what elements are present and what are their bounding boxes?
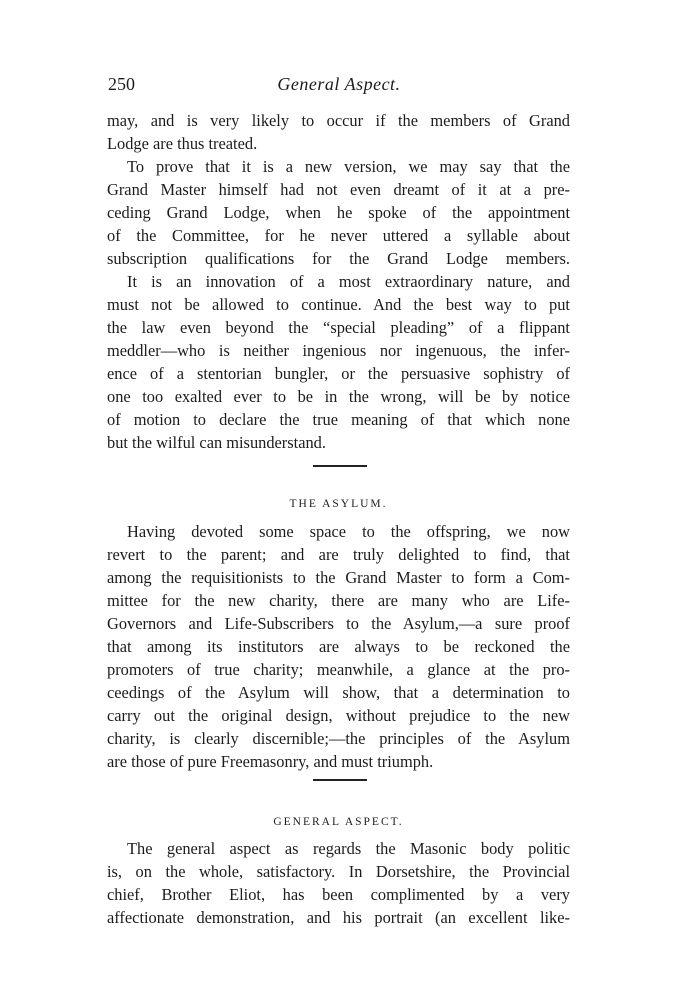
text-line: among the requisitionists to the Grand Master to form a Com-: [107, 568, 570, 587]
text-line: the law even beyond the “special pleading” of a flippant: [107, 318, 570, 337]
paragraph-block-asylum: [107, 520, 570, 773]
text-line: The general aspect as regards the Masonic body politic: [127, 839, 570, 858]
text-line: ceding Grand Lodge, when he spoke of the appointment: [107, 203, 570, 222]
paragraph-block-1: [107, 109, 570, 454]
page-number: 250: [108, 74, 135, 94]
text-line: promoters of true charity; meanwhile, a glance at the pro-: [107, 660, 570, 679]
text-line: Lodge are thus treated.: [107, 134, 258, 153]
text-line: one too exalted ever to be in the wrong, will be by notice: [107, 387, 570, 406]
text-line: revert to the parent; and are truly delighted to find, that: [107, 545, 570, 564]
text-line: Grand Master himself had not even dreamt of it at a pre-: [107, 180, 570, 199]
text-line: is, on the whole, satisfactory. In Dorsetshire, the Provincial: [107, 862, 570, 881]
text-line: carry out the original design, without prejudice to the new: [107, 706, 570, 725]
text-line: To prove that it is a new version, we may say that the: [127, 157, 570, 176]
running-head: General Aspect.: [277, 74, 401, 94]
text-line: It is an innovation of a most extraordinary nature, and: [127, 272, 570, 291]
text-line: of the Committee, for he never uttered a syllable about: [107, 226, 570, 245]
text-line: may, and is very likely to occur if the members of Grand: [107, 111, 570, 130]
section-divider: [313, 779, 367, 781]
text-line: subscription qualifications for the Grand Lodge members.: [107, 249, 570, 268]
text-line: Governors and Life-Subscribers to the Asylum,—a sure proof: [107, 614, 570, 633]
text-line: must not be allowed to continue. And the best way to put: [107, 295, 570, 314]
text-line: charity, is clearly discernible;—the principles of the Asylum: [107, 729, 570, 748]
page-header: [108, 74, 570, 98]
section-divider: [313, 465, 367, 467]
section-heading-general-aspect: GENERAL ASPECT.: [273, 816, 404, 828]
text-line: that among its institutors are always to be reckoned the: [107, 637, 570, 656]
text-line: but the wilful can misunderstand.: [107, 433, 326, 452]
text-line: chief, Brother Eliot, has been complimented by a very: [107, 885, 570, 904]
text-line: meddler—who is neither ingenious nor ingenuous, the infer-: [107, 341, 570, 360]
text-line: Having devoted some space to the offspring, we now: [127, 522, 570, 541]
text-line: mittee for the new charity, there are many who are Life-: [107, 591, 570, 610]
section-heading-asylum: THE ASYLUM.: [289, 498, 388, 510]
text-line: ceedings of the Asylum will show, that a determination to: [107, 683, 570, 702]
text-line: affectionate demonstration, and his portrait (an excellent like-: [107, 908, 570, 927]
paragraph-block-general-aspect: [107, 837, 570, 929]
text-line: ence of a stentorian bungler, or the persuasive sophistry of: [107, 364, 570, 383]
text-line: are those of pure Freemasonry, and must triumph.: [107, 752, 434, 771]
text-line: of motion to declare the true meaning of that which none: [107, 410, 570, 429]
